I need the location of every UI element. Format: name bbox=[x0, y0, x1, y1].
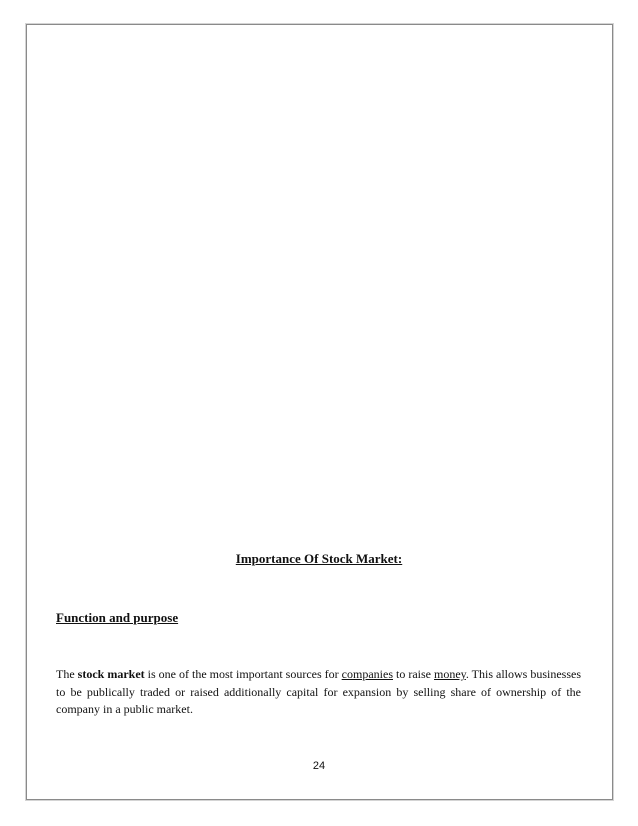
link-companies[interactable]: companies bbox=[341, 667, 393, 681]
subheading-function-purpose: Function and purpose bbox=[56, 610, 179, 625]
body-paragraph bbox=[56, 666, 581, 719]
page-number: 24 bbox=[312, 760, 326, 772]
paragraph-text-2: is one of the most important sources for bbox=[144, 667, 342, 681]
bold-term-stock-market: stock market bbox=[77, 667, 145, 681]
section-title: Importance Of Stock Market: bbox=[235, 551, 403, 566]
paragraph-text-4: . This allows businesses to be publically traded or raised additionally capital for expansion by selling share of ownership of the company in a public market. bbox=[56, 667, 582, 716]
link-money[interactable]: money bbox=[434, 667, 466, 681]
paragraph-text-1: The bbox=[56, 667, 78, 681]
paragraph-text-3: to raise bbox=[393, 667, 434, 681]
